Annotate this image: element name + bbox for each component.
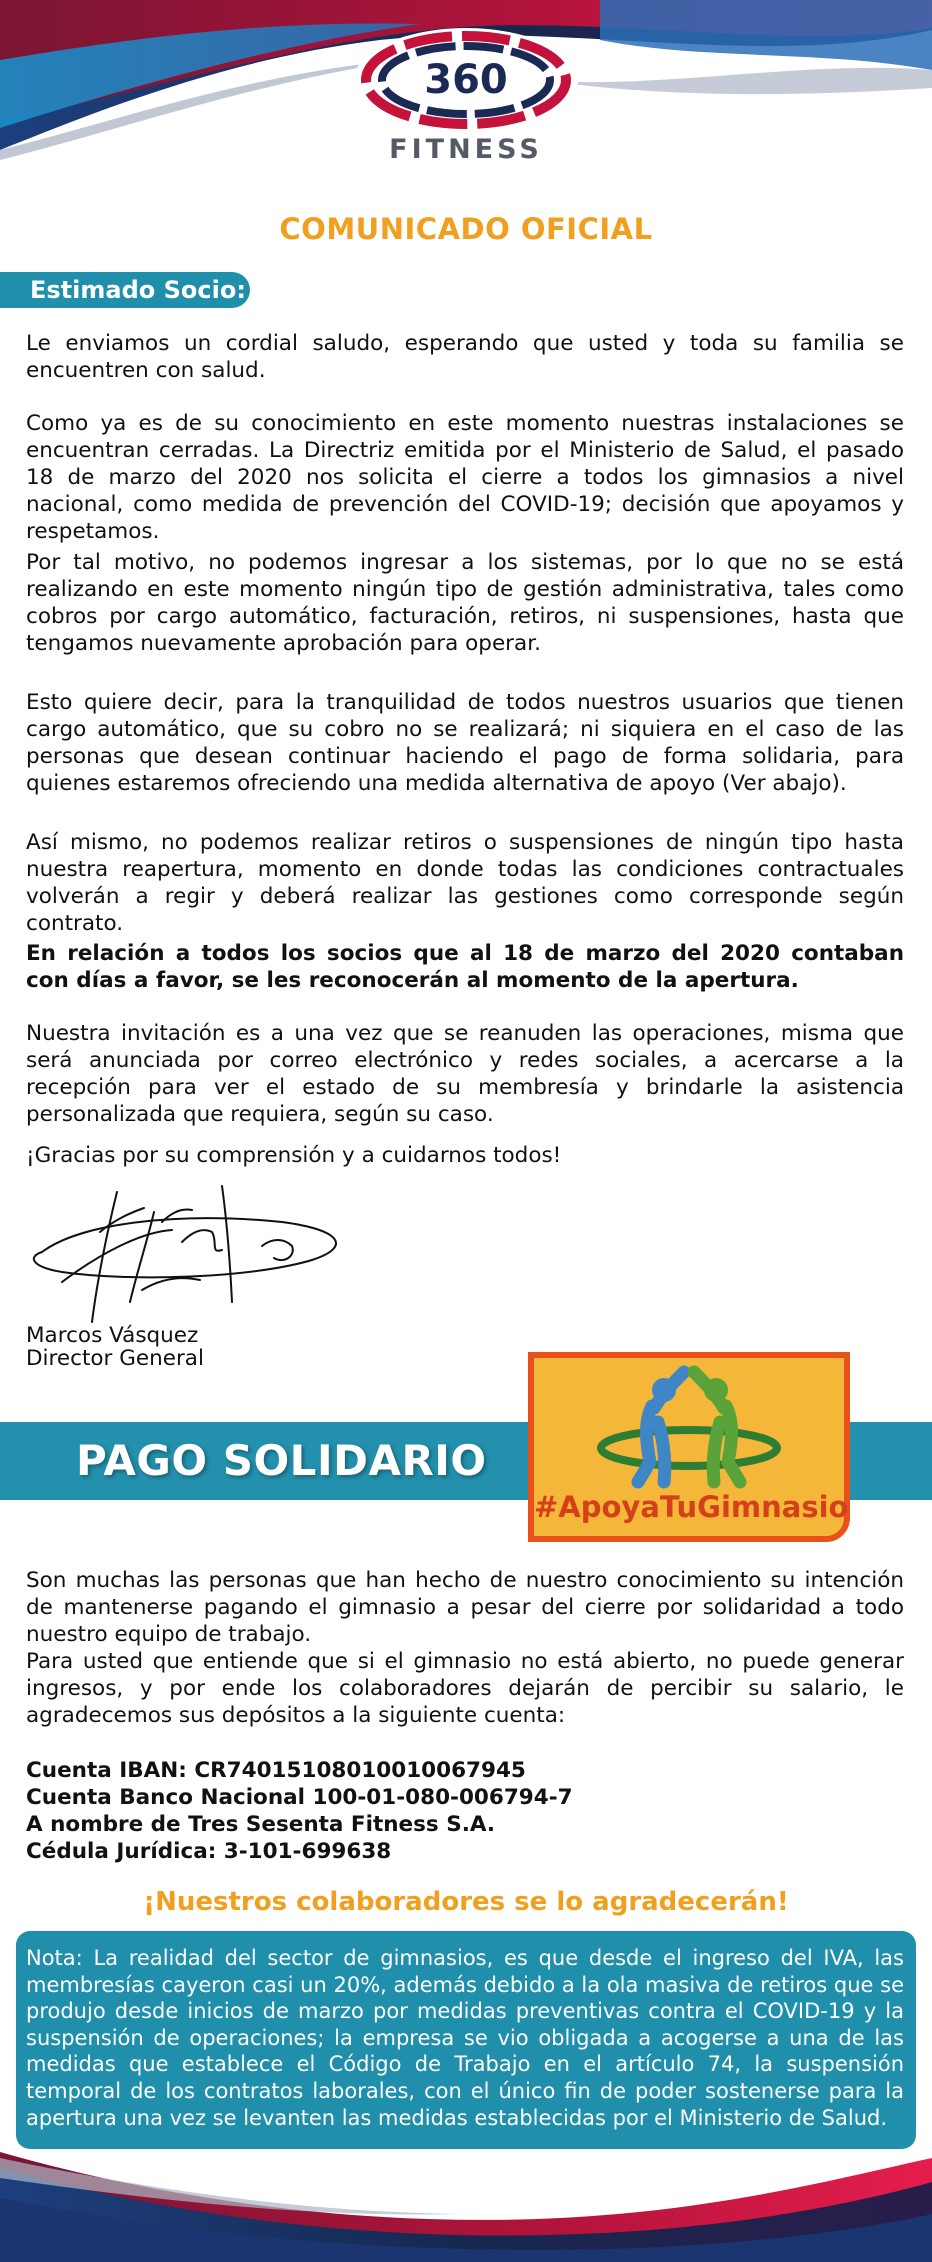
solidario-intro-1: Son muchas las personas que han hecho de nuestro conocimiento su intención de mantenerse pagando el gimnasio a pesar del cierre por solidaridad a todo nuestro equipo de trabajo.	[26, 1568, 904, 1647]
note-box: Nota: La realidad del sector de gimnasios, es que desde el ingreso del IVA, las membresías cayeron casi un 20%, además debido a la ola masiva de retiros que se produjo desde inicios de marzo por medidas preventivas contra el COVID-19 y la suspensión de operaciones; la empresa se vio obligada a acogerse a una de las medidas que establece el Código de Trabajo en el artículo 74, la suspensión temporal de los contratos laborales, con el único fin de poder sostenerse para la apertura una vez se levanten las medidas establecidas por el Ministerio de Salud.	[16, 1931, 916, 2149]
paragraph-systems: Por tal motivo, no podemos ingresar a los sistemas, por lo que no se está realizando en este momento ningún tipo de gestión administrativa, tales como cobros por cargo automático, facturación, retiros, ni suspensiones, hasta que tengamos nuevamente aprobación para operar.	[26, 550, 904, 656]
account-cedula: Cédula Jurídica: 3-101-699638	[26, 1839, 392, 1864]
company-logo	[350, 18, 582, 168]
paragraph-invitation: Nuestra invitación es a una vez que se reanuden las operaciones, misma que será anunciada por correo electrónico y redes sociales, a acercarse a la recepción para ver el estado de su membresía y brindarle la asistencia personalizada que requiera, según su caso.	[26, 1021, 904, 1127]
account-holder: A nombre de Tres Sesenta Fitness S.A.	[26, 1812, 496, 1837]
apoya-badge	[528, 1352, 850, 1542]
page-title: COMUNICADO OFICIAL	[279, 212, 653, 246]
logo-number: 360	[424, 57, 508, 103]
collaborators-thanks: ¡Nuestros colaboradores se lo agradecerán!	[143, 1887, 789, 1917]
hashtag-label: #ApoyaTuGimnasio	[534, 1490, 849, 1524]
paragraph-days-credit: En relación a todos los socios que al 18 de marzo del 2020 contaban con días a favor, se les reconocerán al momento de la apertura.	[26, 941, 904, 993]
paragraph-closure: Como ya es de su conocimiento en este momento nuestras instalaciones se encuentran cerradas. La Directriz emitida por el Ministerio de Salud, el pasado 18 de marzo del 2020 nos solicita el cierre a todos los gimnasios a nivel nacional, como medida de prevención del COVID-19; decisión que apoyamos y respetamos.	[26, 411, 904, 544]
logo-word: FITNESS	[389, 134, 543, 165]
account-details	[26, 1757, 573, 1865]
account-iban: Cuenta IBAN: CR74015108010010067945	[26, 1758, 526, 1783]
signer-name: Marcos Vásquez	[26, 1323, 199, 1348]
signature-image	[22, 1172, 352, 1324]
solidario-intro-2: Para usted que entiende que si el gimnasio no está abierto, no puede generar ingresos, y por ende los colaboradores dejarán de percibir su salario, le agradecemos sus depósitos a la siguiente cuenta:	[26, 1649, 904, 1728]
two-people-high-five-icon	[534, 1362, 844, 1492]
footer-banner	[0, 2138, 932, 2262]
signer-role: Director General	[26, 1346, 204, 1371]
paragraph-greeting: Le enviamos un cordial saludo, esperando que usted y toda su familia se encuentren con salud.	[26, 331, 904, 383]
account-banco-nacional: Cuenta Banco Nacional 100-01-080-006794-7	[26, 1785, 573, 1810]
paragraph-auto-charge: Esto quiere decir, para la tranquilidad de todos nuestros usuarios que tienen cargo automático, que su cobro no se realizará; ni siquiera en el caso de las personas que desean continuar haciendo el pago de forma solidaria, para quienes estaremos ofreciendo una medida alternativa de apoyo (Ver abajo).	[26, 690, 904, 796]
solidario-title: PAGO SOLIDARIO	[76, 1436, 487, 1485]
greeting-label: Estimado Socio:	[0, 272, 250, 308]
paragraph-withdrawals: Así mismo, no podemos realizar retiros o suspensiones de ningún tipo hasta nuestra reapertura, momento en donde todas las condiciones contractuales volverán a regir y deberá realizar las gestiones como corresponde según contrato.	[26, 830, 904, 936]
paragraph-thanks: ¡Gracias por su comprensión y a cuidarnos todos!	[26, 1143, 562, 1168]
